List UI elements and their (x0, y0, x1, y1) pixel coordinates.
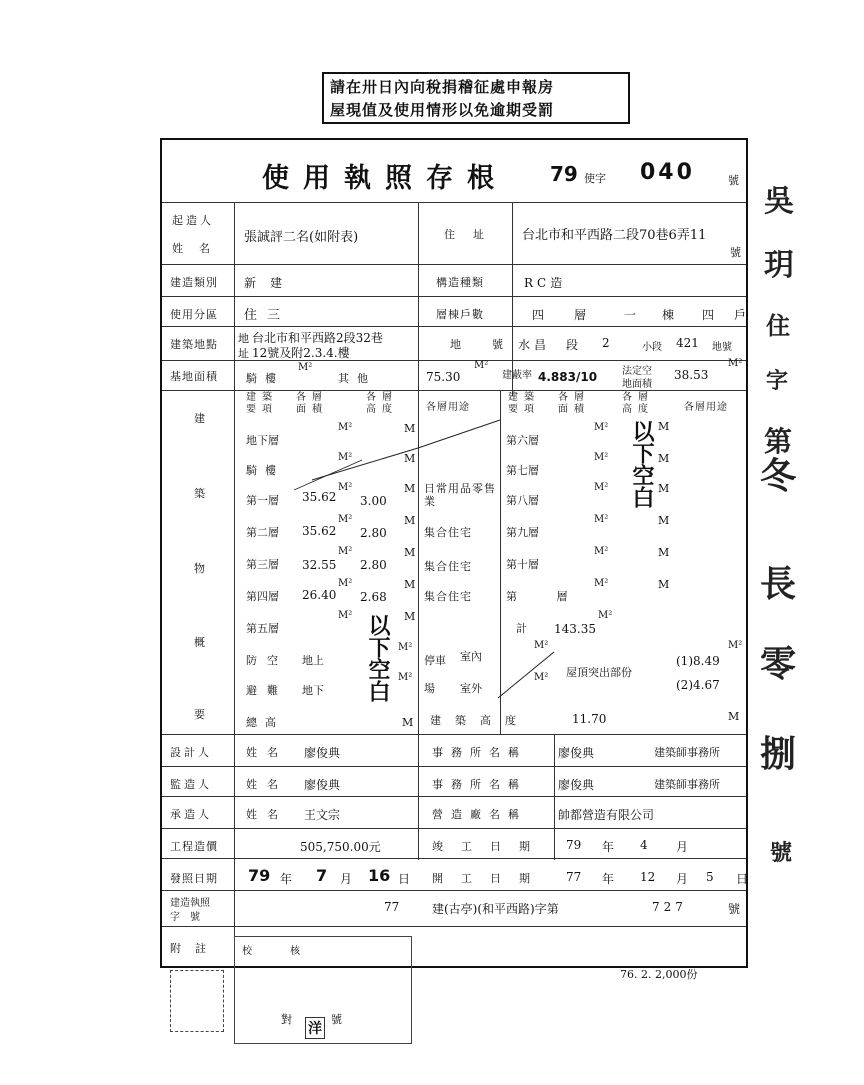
floor-area-unit: M² (338, 578, 353, 589)
parking-outdoor-unit: M² (534, 672, 549, 683)
floor-name: 騎樓 (246, 464, 284, 477)
header-height-right: 各層高度 (622, 392, 654, 415)
notice-line-2: 屋現值及使用情形以免逾期受罰 (330, 101, 555, 119)
floor-height-unit-right: M (658, 546, 670, 559)
issue-date-label: 發照日期 (170, 872, 218, 885)
floor-use: 集合住宅 (424, 560, 472, 573)
year-char: 年 (602, 872, 615, 886)
edge-char: 第 (764, 425, 793, 458)
floor-name: 第二層 (246, 526, 279, 539)
issue-month: 7 (316, 866, 328, 885)
notice-box (322, 72, 630, 124)
name-field-label: 姓名 (246, 808, 288, 821)
building-height: 11.70 (572, 712, 607, 726)
floor-area: 35.62 (302, 490, 337, 504)
header-item-right: 建築要項 (508, 392, 540, 415)
floor-name: 第三層 (246, 558, 279, 571)
floor-height-unit-right: M (658, 482, 670, 495)
floor-height: 2.68 (360, 590, 387, 604)
name-field-label: 姓名 (246, 746, 288, 759)
section-char: 物 (194, 562, 208, 575)
shelter-below: 地下 (302, 684, 324, 697)
building-count: 一 (624, 308, 637, 322)
title-suffix: 號 (728, 174, 739, 187)
floor-height-unit-right: M (658, 514, 670, 527)
designer-office-suffix: 建築師事務所 (654, 746, 720, 759)
floor-area-unit: M² (338, 514, 353, 525)
floors-count: 四 (532, 308, 545, 322)
floor-area-unit-right: M² (594, 422, 609, 433)
shelter-label-1: 防空 (246, 654, 288, 667)
supervisor-label: 監造人 (170, 778, 212, 791)
supervisor-office-suffix: 建築師事務所 (654, 778, 720, 791)
header-use-right: 各層用途 (684, 402, 728, 413)
edge-char: 玥 (764, 248, 794, 283)
notice-line-1: 請在卅日內向稅捐稽征處申報房 (330, 78, 555, 96)
unit-unit: 戶 (734, 308, 747, 322)
total-label: 計 (516, 622, 527, 635)
zone-label: 使用分區 (170, 308, 218, 321)
floor-area-unit-right: M² (594, 452, 609, 463)
roof-value-1: (1)8.49 (676, 654, 720, 668)
section-unit: 段 (566, 338, 579, 352)
month-char: 月 (340, 872, 353, 886)
permit-form (160, 138, 748, 968)
parking-indoor: 室內 (460, 650, 482, 663)
completion-year: 79 (566, 838, 582, 852)
remarks-label: 附註 (170, 942, 220, 955)
floor-name-right: 第八層 (506, 494, 539, 507)
month-char: 月 (676, 872, 689, 886)
floor-height: 3.00 (360, 494, 387, 508)
applicant-address: 台北市和平西路二段70巷6弄11 (522, 228, 707, 243)
construction-firm: 帥都營造有限公司 (558, 808, 655, 822)
section-char: 築 (194, 487, 208, 500)
floor-area: 35.62 (302, 524, 337, 538)
site-label-1: 地 (238, 332, 249, 345)
site-address-line-1: 台北市和平西路2段32巷 (252, 331, 383, 345)
edge-char: 捌 (760, 734, 797, 775)
floor-name-right: 第十層 (506, 558, 539, 571)
address-label: 住址 (444, 228, 502, 241)
section-char: 概 (194, 636, 208, 649)
zone-value: 住三 (244, 308, 291, 323)
strike-lines (162, 140, 750, 970)
site-address-line-2: 12號及附2.3.4.樓 (252, 346, 350, 360)
floors-unit: 層 (574, 308, 587, 322)
permit-label-2: 字號 (170, 912, 210, 923)
day-char: 日 (736, 872, 749, 886)
edge-char: 冬 (760, 456, 797, 497)
floor-area-unit-right: M² (594, 578, 609, 589)
open-area-label-1: 法定空 (622, 366, 652, 377)
floor-height-unit: M (404, 546, 416, 559)
header-area: 各層面積 (296, 392, 328, 415)
remarks-stamp-box (234, 936, 412, 1044)
floor-area-unit-right: M² (594, 482, 609, 493)
parking-label-1: 停車 (424, 654, 446, 667)
header-item: 建築要項 (246, 392, 278, 415)
title-year: 79 (550, 162, 578, 186)
remarks-cell: 洋 (305, 1017, 325, 1039)
strike-line (498, 652, 554, 698)
structure-label: 構造種類 (436, 276, 484, 289)
floor-area-unit: M² (338, 452, 353, 463)
roof-unit: M² (728, 640, 743, 651)
building-unit: 棟 (662, 308, 675, 322)
remarks-cell: 對 (281, 1013, 292, 1026)
issue-day: 16 (368, 866, 391, 885)
floor-use: 集合住宅 (424, 590, 472, 603)
permit-suffix: 號 (728, 902, 741, 916)
edge-char: 吳 (764, 184, 794, 219)
subsection-unit: 小段 (642, 342, 662, 353)
floor-name: 第一層 (246, 494, 279, 507)
edge-char: 字 (766, 369, 789, 394)
address-suffix: 號 (730, 246, 741, 259)
shelter-below-unit: M² (398, 672, 413, 683)
form-title: 使用執照存根 (262, 163, 508, 194)
floor-name-right: 第七層 (506, 464, 539, 477)
lot-label-1: 地 (450, 338, 464, 351)
construction-type-label: 建造類別 (170, 276, 218, 289)
shelter-label-2: 避難 (246, 684, 288, 697)
applicant-label: 起造人 (172, 214, 214, 227)
floor-area-unit: M² (338, 546, 353, 557)
floor-area-unit: M² (338, 482, 353, 493)
remarks-cell: 號 (331, 1013, 342, 1026)
issue-year: 79 (248, 866, 271, 885)
location-label: 建築地點 (170, 338, 218, 351)
open-area-label-2: 地面積 (622, 379, 652, 390)
lot-number: 421 (676, 336, 699, 350)
open-area-unit: M² (728, 358, 743, 369)
floor-name: 第四層 (246, 590, 279, 603)
floor-height-unit: M (404, 610, 416, 623)
arcade-label: 騎樓 (246, 372, 284, 385)
seal-stamp (170, 970, 224, 1032)
remarks-cell: 校 (242, 946, 252, 957)
permit-label-1: 建造執照 (170, 898, 210, 909)
cost-label: 工程造價 (170, 840, 218, 853)
floor-area-unit-right: M² (594, 514, 609, 525)
floor-area-unit-right: M² (594, 546, 609, 557)
section-name: 水昌 (518, 338, 551, 352)
contractor-label: 承造人 (170, 808, 212, 821)
building-height-label: 建築高度 (430, 714, 530, 727)
shelter-above-unit: M² (398, 642, 413, 653)
supervisor-name: 廖俊典 (304, 778, 341, 792)
floor-name-right: 第六層 (506, 434, 539, 447)
coverage-label: 建蔽率 (502, 370, 532, 381)
designer-label: 設計人 (170, 746, 212, 759)
start-date-label: 開工日期 (432, 872, 548, 885)
year-char: 年 (602, 840, 615, 854)
edge-char: 長 (760, 564, 797, 605)
remarks-cell: 核 (290, 946, 300, 957)
arcade-unit: M² (298, 362, 313, 373)
lot-unit: 地號 (712, 342, 732, 353)
permit-year: 77 (384, 900, 400, 914)
floor-height-unit: M (404, 578, 416, 591)
other-area: 75.30 (426, 370, 461, 384)
other-unit: M² (474, 360, 489, 371)
permit-number: 727 (652, 900, 687, 914)
total-area-unit: M² (598, 610, 613, 621)
floor-use: 日常用品零售業 (424, 482, 496, 508)
unit-count: 四 (702, 308, 715, 322)
floor-height-unit: M (404, 514, 416, 527)
designer-office: 廖俊典 (558, 746, 595, 760)
parking-label-2: 場 (424, 682, 435, 695)
site-area-label: 基地面積 (170, 370, 218, 383)
floor-height-unit-right: M (658, 578, 670, 591)
permit-mid: 建(古亭)(和平西路)字第 (432, 902, 559, 916)
open-area-value: 38.53 (674, 368, 709, 382)
name-field-label: 姓名 (246, 778, 288, 791)
floor-height-unit: M (404, 452, 416, 465)
header-height: 各層高度 (366, 392, 398, 415)
edge-char: 住 (766, 312, 790, 340)
office-label: 事務所名稱 (432, 746, 527, 759)
floor-name-right: 第九層 (506, 526, 539, 539)
floor-area: 26.40 (302, 588, 337, 602)
floor-area-unit: M² (338, 422, 353, 433)
total-area: 143.35 (554, 622, 596, 636)
applicant-name: 張誠評二名(如附表) (244, 230, 359, 245)
floor-use: 集合住宅 (424, 526, 472, 539)
title-number: 040 (640, 160, 695, 185)
construction-type: 新建 (244, 276, 297, 290)
designer-name: 廖俊典 (304, 746, 341, 760)
completion-month: 4 (640, 838, 648, 852)
edge-char: 號 (770, 841, 793, 866)
strike-line (294, 460, 362, 490)
floor-height-unit: M (404, 482, 416, 495)
start-month: 12 (640, 870, 656, 884)
roof-label: 屋頂突出部份 (566, 666, 632, 679)
floor-height-unit-right: M (658, 420, 670, 433)
blank-mark-right: 以下空白 (629, 420, 654, 508)
blank-mark-left: 以下空白 (365, 614, 390, 702)
floors-count-label: 層棟戶數 (436, 308, 484, 321)
cost-value: 505,750.00元 (300, 840, 381, 854)
day-char: 日 (398, 872, 411, 886)
section-char: 建 (194, 412, 208, 425)
completion-label: 竣工日期 (432, 840, 548, 853)
floor-name: 地下層 (246, 434, 279, 447)
structure-type: RC造 (524, 276, 567, 290)
parking-indoor-unit: M² (534, 640, 549, 651)
start-day: 5 (706, 870, 714, 884)
year-char: 年 (280, 872, 293, 886)
header-area-right: 各層面積 (558, 392, 590, 415)
subsection: 2 (602, 336, 610, 350)
floor-name: 第五層 (246, 622, 279, 635)
header-use: 各層用途 (426, 402, 470, 413)
strike-line (418, 420, 500, 448)
parking-outdoor: 室外 (460, 682, 482, 695)
roof-value-2: (2)4.67 (676, 678, 720, 692)
total-height-unit: M (402, 716, 414, 729)
month-char: 月 (676, 840, 689, 854)
floor-area: 32.55 (302, 558, 337, 572)
coverage-value: 4.883/10 (538, 370, 598, 384)
firm-label: 營造廠名稱 (432, 808, 527, 821)
floor-height: 2.80 (360, 558, 387, 572)
other-label: 其他 (338, 372, 376, 385)
print-note: 76. 2. 2,000份 (620, 968, 698, 981)
floor-height-unit-right: M (658, 452, 670, 465)
section-char: 要 (194, 708, 208, 721)
supervisor-office: 廖俊典 (558, 778, 595, 792)
contractor-name: 王文宗 (304, 808, 341, 822)
start-year: 77 (566, 870, 582, 884)
shelter-above: 地上 (302, 654, 324, 667)
edge-char: 零 (760, 644, 797, 685)
building-height-unit: M (728, 710, 740, 723)
floor-height: 2.80 (360, 526, 387, 540)
office-label: 事務所名稱 (432, 778, 527, 791)
site-label-2: 址 (238, 347, 249, 360)
lot-label-2: 號 (492, 338, 506, 351)
floor-area-unit: M² (338, 610, 353, 621)
total-height-label: 總高 (246, 716, 284, 729)
floor-name-right: 第 層 (506, 590, 586, 603)
title-prefix: 使字 (584, 172, 606, 185)
name-label: 姓名 (172, 242, 226, 255)
floor-height-unit: M (404, 422, 416, 435)
